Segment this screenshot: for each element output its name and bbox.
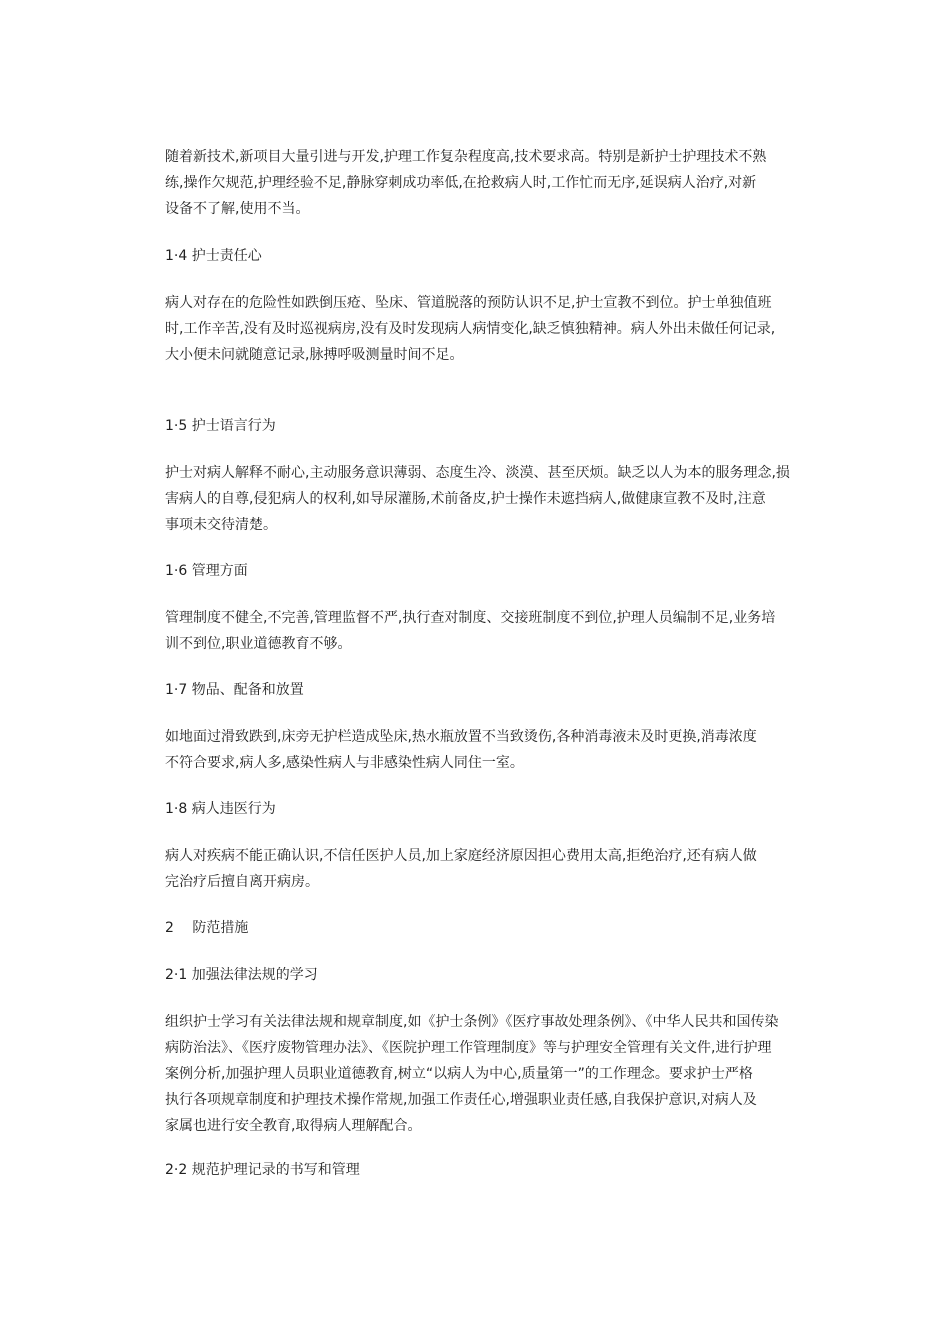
paragraph-law-study [165,1009,790,1139]
text-line: 家属也进行安全教育,取得病人理解配合。 [165,1118,422,1134]
paragraph-patient-noncompliance [165,843,790,895]
text-line: 执行各项规章制度和护理技术操作常规,加强工作责任心,增强职业责任感,自我保护意识,对病人及 [165,1092,757,1108]
heading-1-8 [165,796,790,822]
text-line: 组织护士学习有关法律法规和规章制度,如《护士条例》《医疗事故处理条例》、《中华人民共和国传染 [165,1014,779,1030]
heading-1-5 [165,413,790,439]
heading-text: 2·1 加强法律法规的学习 [165,967,318,983]
heading-2-1 [165,962,790,988]
text-line: 病人对存在的危险性如跌倒压疮、坠床、管道脱落的预防认识不足,护士宣教不到位。护士单独值班 [165,295,772,311]
text-line: 随着新技术,新项目大量引进与开发,护理工作复杂程度高,技术要求高。特别是新护士护理技术不熟 [165,149,767,165]
paragraph-management [165,605,790,657]
text-line: 案例分析,加强护理人员职业道德教育,树立“以病人为中心,质量第一”的工作理念。要求护士严格 [165,1066,753,1082]
text-line: 完治疗后擅自离开病房。 [165,874,319,890]
text-line: 训不到位,职业道德教育不够。 [165,636,352,652]
text-line: 如地面过滑致跌到,床旁无护栏造成坠床,热水瓶放置不当致烫伤,各种消毒液未及时更换,消毒浓度 [165,729,757,745]
heading-1-4 [165,243,790,269]
text-line: 病人对疾病不能正确认识,不信任医护人员,加上家庭经济原因担心费用太高,拒绝治疗,还有病人做 [165,848,757,864]
paragraph-nurse-language [165,460,790,538]
text-line: 不符合要求,病人多,感染性病人与非感染性病人同住一室。 [165,755,524,771]
text-line: 大小便未问就随意记录,脉搏呼吸测量时间不足。 [165,347,464,363]
text-line: 练,操作欠规范,护理经验不足,静脉穿刺成功率低,在抢救病人时,工作忙而无序,延误病人治疗,对新 [165,175,757,191]
heading-text: 1·6 管理方面 [165,563,248,579]
heading-2-2 [165,1157,790,1183]
text-line: 病防治法》、《医疗废物管理办法》、《医院护理工作管理制度》等与护理安全管理有关文件,进行护理 [165,1040,772,1056]
paragraph-new-technology [165,144,790,222]
text-line: 时,工作辛苦,没有及时巡视病房,没有及时发现病人病情变化,缺乏慎独精神。病人外出未做任何记录, [165,321,776,337]
text-line: 害病人的自尊,侵犯病人的权利,如导尿灌肠,术前备皮,护士操作未遮挡病人,做健康宣教不及时,注意 [165,491,766,507]
heading-1-6 [165,558,790,584]
heading-text: 1·8 病人违医行为 [165,801,276,817]
paragraph-nurse-responsibility [165,290,790,368]
text-line: 事项未交待清楚。 [165,517,277,533]
heading-text: 2·2 规范护理记录的书写和管理 [165,1162,360,1178]
text-line: 护士对病人解释不耐心,主动服务意识薄弱、态度生冷、淡漠、甚至厌烦。缺乏以人为本的服务理念,损 [165,465,790,481]
paragraph-items-equipment [165,724,790,776]
heading-text: 1·5 护士语言行为 [165,418,276,434]
heading-2 [165,915,790,941]
heading-text: 2 防范措施 [165,920,249,936]
heading-1-7 [165,677,790,703]
heading-text: 1·4 护士责任心 [165,248,262,264]
text-line: 管理制度不健全,不完善,管理监督不严,执行查对制度、交接班制度不到位,护理人员编制不足,业务培 [165,610,776,626]
heading-text: 1·7 物品、配备和放置 [165,682,304,698]
text-line: 设备不了解,使用不当。 [165,201,310,217]
